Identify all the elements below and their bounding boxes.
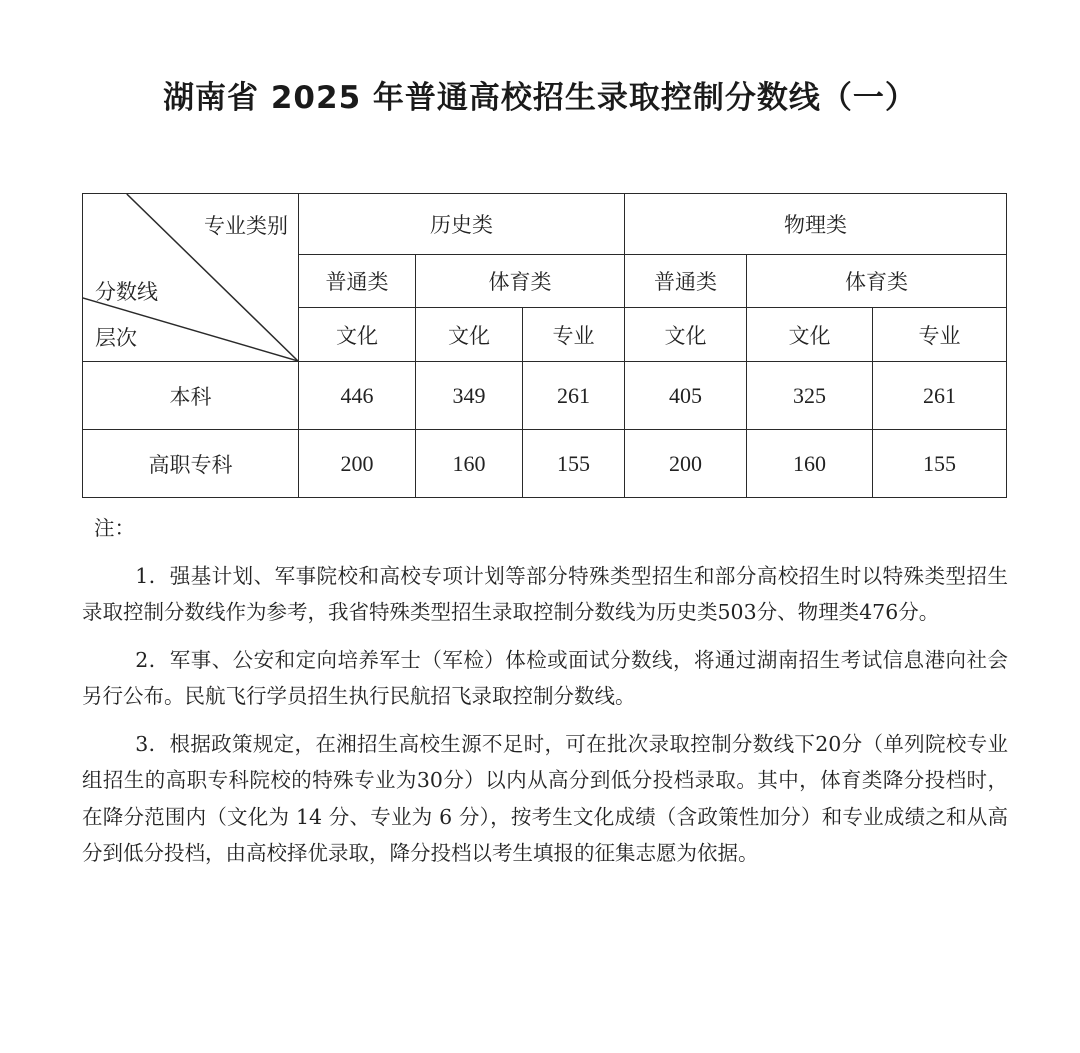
score-table xyxy=(82,193,1006,497)
note-item: 3．根据政策规定，在湘招生高校生源不足时，可在批次录取控制分数线下20分（单列院校专业组招生的高职专科院校的特殊专业为30分）以内从高分到低分投档录取。其中，体育类降分投档时，在降分范围内（文化为 14 分、专业为 6 分），按考生文化成绩（含政策性加分）和专业成绩之和从高分到低分投档，由高校择优录取，降分投档以考生填报的征集志愿为依据。 xyxy=(82,731,1008,865)
row-level: 本科 xyxy=(83,362,299,430)
score-cell: 200 xyxy=(625,430,747,498)
header-score-line: 分数线 xyxy=(95,280,158,304)
page-title: 湖南省 2025 年普通高校招生录取控制分数线（一） xyxy=(163,80,917,116)
physics-sports-culture: 文化 xyxy=(747,308,873,362)
score-cell: 200 xyxy=(299,430,416,498)
history-general-group: 普通类 xyxy=(299,255,416,308)
score-cell: 446 xyxy=(299,362,416,430)
note-item: 2．军事、公安和定向培养军士（军检）体检或面试分数线，将通过湖南招生考试信息港向社会另行公布。民航飞行学员招生执行民航招飞录取控制分数线。 xyxy=(82,647,1008,708)
table-row-vocational xyxy=(83,430,1007,498)
physics-sports-group: 体育类 xyxy=(747,255,1007,308)
history-general-culture: 文化 xyxy=(299,308,416,362)
header-level: 层次 xyxy=(95,326,137,350)
score-cell: 155 xyxy=(873,430,1007,498)
history-sports-group: 体育类 xyxy=(416,255,625,308)
table-row-undergraduate xyxy=(83,362,1007,430)
score-cell: 405 xyxy=(625,362,747,430)
score-cell: 261 xyxy=(873,362,1007,430)
notes-label: 注： xyxy=(94,516,135,540)
score-cell: 349 xyxy=(416,362,523,430)
row-level: 高职专科 xyxy=(83,430,299,498)
history-sports-major: 专业 xyxy=(523,308,625,362)
category-physics: 物理类 xyxy=(625,194,1007,255)
notes-section xyxy=(82,510,1008,883)
header-major-category: 专业类别 xyxy=(204,214,288,238)
physics-sports-major: 专业 xyxy=(873,308,1007,362)
score-cell: 325 xyxy=(747,362,873,430)
physics-general-group: 普通类 xyxy=(625,255,747,308)
score-cell: 160 xyxy=(747,430,873,498)
score-cell: 155 xyxy=(523,430,625,498)
score-cell: 160 xyxy=(416,430,523,498)
diagonal-header-cell xyxy=(83,194,299,362)
category-history: 历史类 xyxy=(299,194,625,255)
score-cell: 261 xyxy=(523,362,625,430)
note-item: 1．强基计划、军事院校和高校专项计划等部分特殊类型招生和部分高校招生时以特殊类型招生录取控制分数线作为参考，我省特殊类型招生录取控制分数线为历史类503分、物理类476分。 xyxy=(82,563,1008,624)
history-sports-culture: 文化 xyxy=(416,308,523,362)
physics-general-culture: 文化 xyxy=(625,308,747,362)
